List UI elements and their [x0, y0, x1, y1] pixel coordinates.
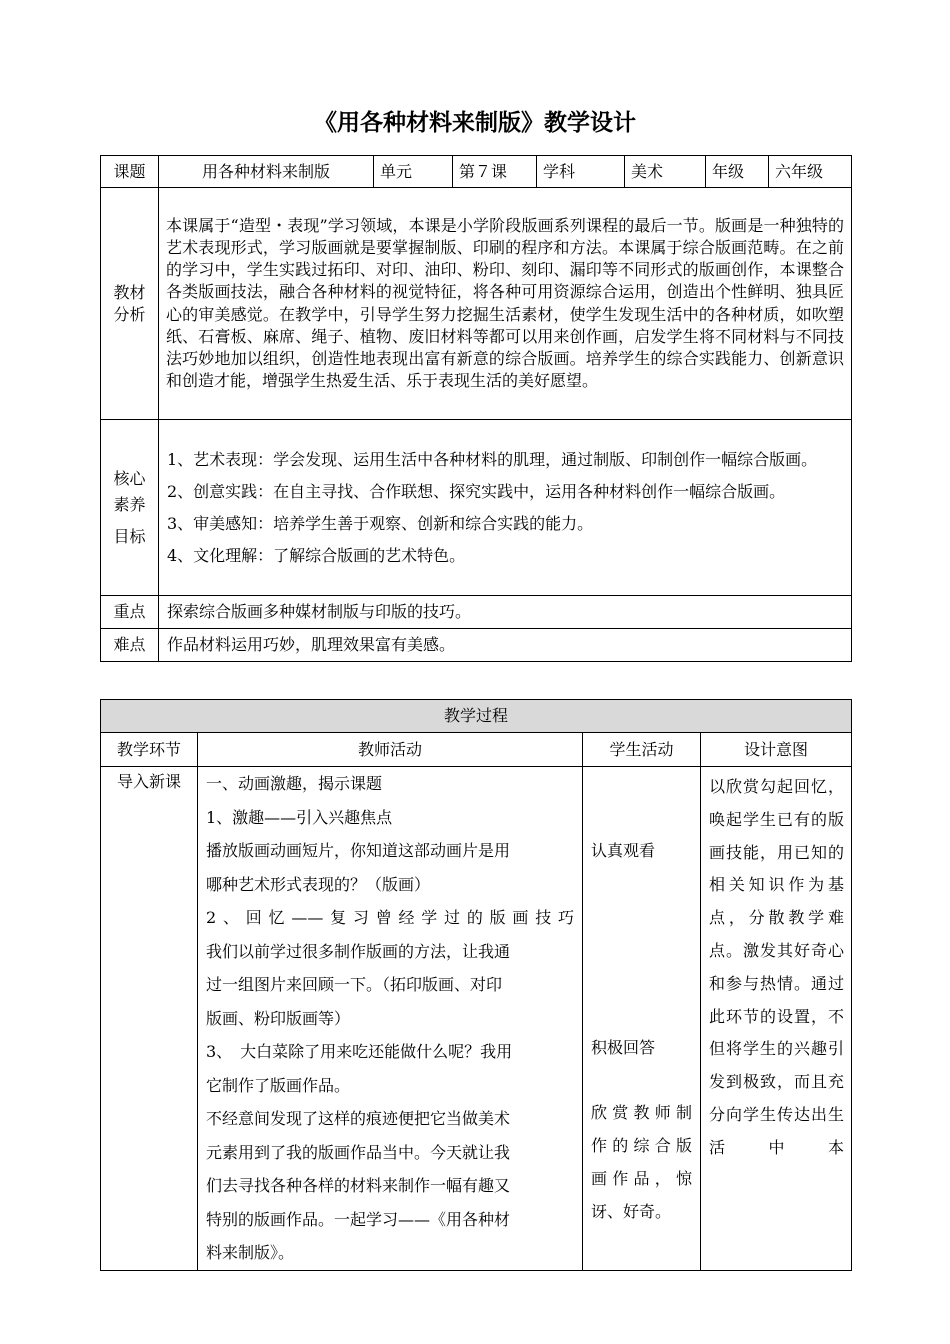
goal-item: 1、艺术表现：学会发现、运用生活中各种材料的肌理，通过制版、印制创作一幅综合版画。 [167, 449, 818, 469]
design-intent: 以欣赏勾起回忆，唤起学生已有的版画技能，用已知的相关知识作为基点，分散教学难点。激发其好奇心和参与热情。通过此环节的设置，不但将学生的兴趣引发到极致，而且充分向学生传达出生活中本 [701, 767, 852, 1271]
topic-label: 课题 [101, 156, 159, 188]
grade-value: 六年级 [769, 156, 852, 188]
goals-list [159, 420, 852, 596]
goal-item: 4、文化理解：了解综合版画的艺术特色。 [167, 545, 466, 565]
col-student-header: 学生活动 [583, 733, 701, 767]
goals-label: 核心 素养 目标 [101, 420, 159, 596]
teacher-activity: 一、动画激趣，揭示课题 1、激趣——引入兴趣焦点 播放版画动画短片，你知道这部动画片是用 哪种艺术形式表现的？（版画） 2、回忆——复习曾经学过的版画技巧 我们以前学过很多制作版画的方法，让我通 过一组图片来回顾一下。（拓印版画、对印 版画、粉印版画等） 3、 大白菜除了用来吃还能做什么呢？我用 它制作了版画作品。 不经意间发现了这样的痕迹便把它当做美术 元素用到了我的版画作品当中。今天就让我 们去寻找各种各样的材料来制作一幅有趣又 特别的版画作品。一起学习——《用各种材 料来制版》。 [198, 767, 583, 1271]
analysis-label: 教材分析 [101, 188, 159, 420]
unit-label: 单元 [374, 156, 453, 188]
goal-item: 2、创意实践：在自主寻找、合作联想、探究实践中，运用各种材料创作一幅综合版画。 [167, 481, 786, 501]
grade-label: 年级 [706, 156, 769, 188]
difficulty-label: 难点 [101, 629, 159, 662]
unit-value: 第７课 [453, 156, 537, 188]
key-point-label: 重点 [101, 596, 159, 629]
subject-value: 美术 [625, 156, 706, 188]
col-teacher-header: 教师活动 [198, 733, 583, 767]
topic-value: 用各种材料来制版 [159, 156, 374, 188]
col-intent-header: 设计意图 [701, 733, 852, 767]
stage-cell: 导入新课 [101, 767, 198, 1271]
analysis-text: 本课属于“造型・表现”学习领域，本课是小学阶段版画系列课程的最后一节。版画是一种独特的艺术表现形式，学习版画就是要掌握制版、印刷的程序和方法。本课属于综合版画范畴。在之前的学习中，学生实践过拓印、对印、油印、粉印、刻印、漏印等不同形式的版画创作，本课整合各类版画技法，融合各种材料的视觉特征，将各种可用资源综合运用，创造出个性鲜明、独具匠心的审美感觉。在教学中，引导学生努力挖掘生活素材，使学生发现生活中的各种材质，如吹塑纸、石膏板、麻席、绳子、植物、废旧材料等都可以用来创作画，启发学生将不同材料与不同技法巧妙地加以组织，创造性地表现出富有新意的综合版画。培养学生的综合实践能力、创新意识和创造才能，增强学生热爱生活、乐于表现生活的美好愿望。 [159, 188, 852, 420]
process-header: 教学过程 [101, 700, 852, 733]
teaching-process-table [100, 699, 852, 1271]
col-stage-header: 教学环节 [101, 733, 198, 767]
student-activity: 认真观看 积极回答 欣赏教师制 作的综合版 画作品，惊 讶、好奇。 [583, 767, 701, 1271]
page-title: 《用各种材料来制版》教学设计 [314, 110, 636, 136]
subject-label: 学科 [537, 156, 625, 188]
lesson-info-table [100, 155, 852, 662]
goal-item: 3、审美感知：培养学生善于观察、创新和综合实践的能力。 [167, 513, 594, 533]
difficulty-text: 作品材料运用巧妙，肌理效果富有美感。 [159, 629, 852, 662]
key-point-text: 探索综合版画多种媒材制版与印版的技巧。 [159, 596, 852, 629]
